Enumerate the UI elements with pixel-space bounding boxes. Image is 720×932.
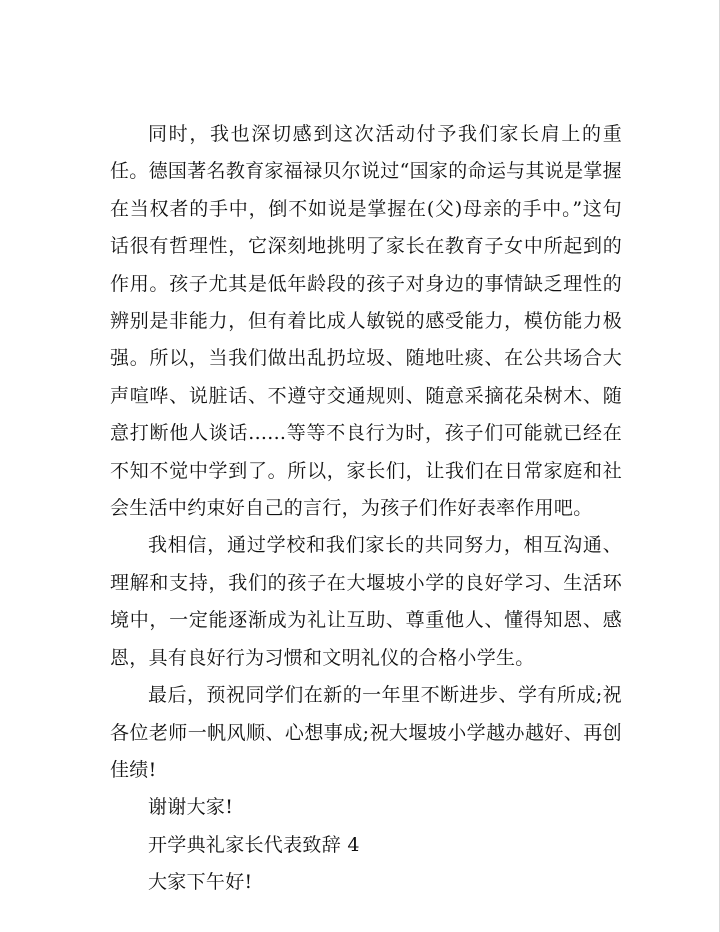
section-title: 开学典礼家长代表致辞 4 [148,833,360,856]
paragraph-wishes: 最后，预祝同学们在新的一年里不断进步、学有所成;祝各位老师一帆风顺、心想事成;祝大堰坡小学越办越好、再创佳绩! [110,684,622,781]
paragraph-responsibility: 同时，我也深切感到这次活动付予我们家长肩上的重任。德国著名教育家福禄贝尔说过“国家的命运与其说是掌握在当权者的手中，倒不如说是掌握在(父)母亲的手中。”这句话很有哲理性，它深刻地挑明了家长在教育子女中所起到的作用。孩子尤其是低年龄段的孩子对身边的事情缺乏理性的辨别是非能力，但有着比成人敏锐的感受能力，模仿能力极强。所以，当我们做出乱扔垃圾、随地吐痰、在公共场合大声喧哗、说脏话、不遵守交通规则、随意采摘花朵树木、随意打断他人谈话......等等不良行为时，孩子们可能就已经在不知不觉中学到了。所以，家长们，让我们在日常家庭和社会生活中约束好自己的言行，为孩子们作好表率作用吧。 [110,123,622,520]
thanks-line: 谢谢大家! [148,796,234,819]
greeting-line: 大家下午好! [148,871,253,894]
paragraph-belief: 我相信，通过学校和我们家长的共同努力，相互沟通、理解和支持，我们的孩子在大堰坡小学的良好学习、生活环境中，一定能逐渐成为礼让互助、尊重他人、懂得知恩、感恩，具有良好行为习惯和文明礼仪的合格小学生。 [110,534,622,669]
document-body [110,116,622,902]
